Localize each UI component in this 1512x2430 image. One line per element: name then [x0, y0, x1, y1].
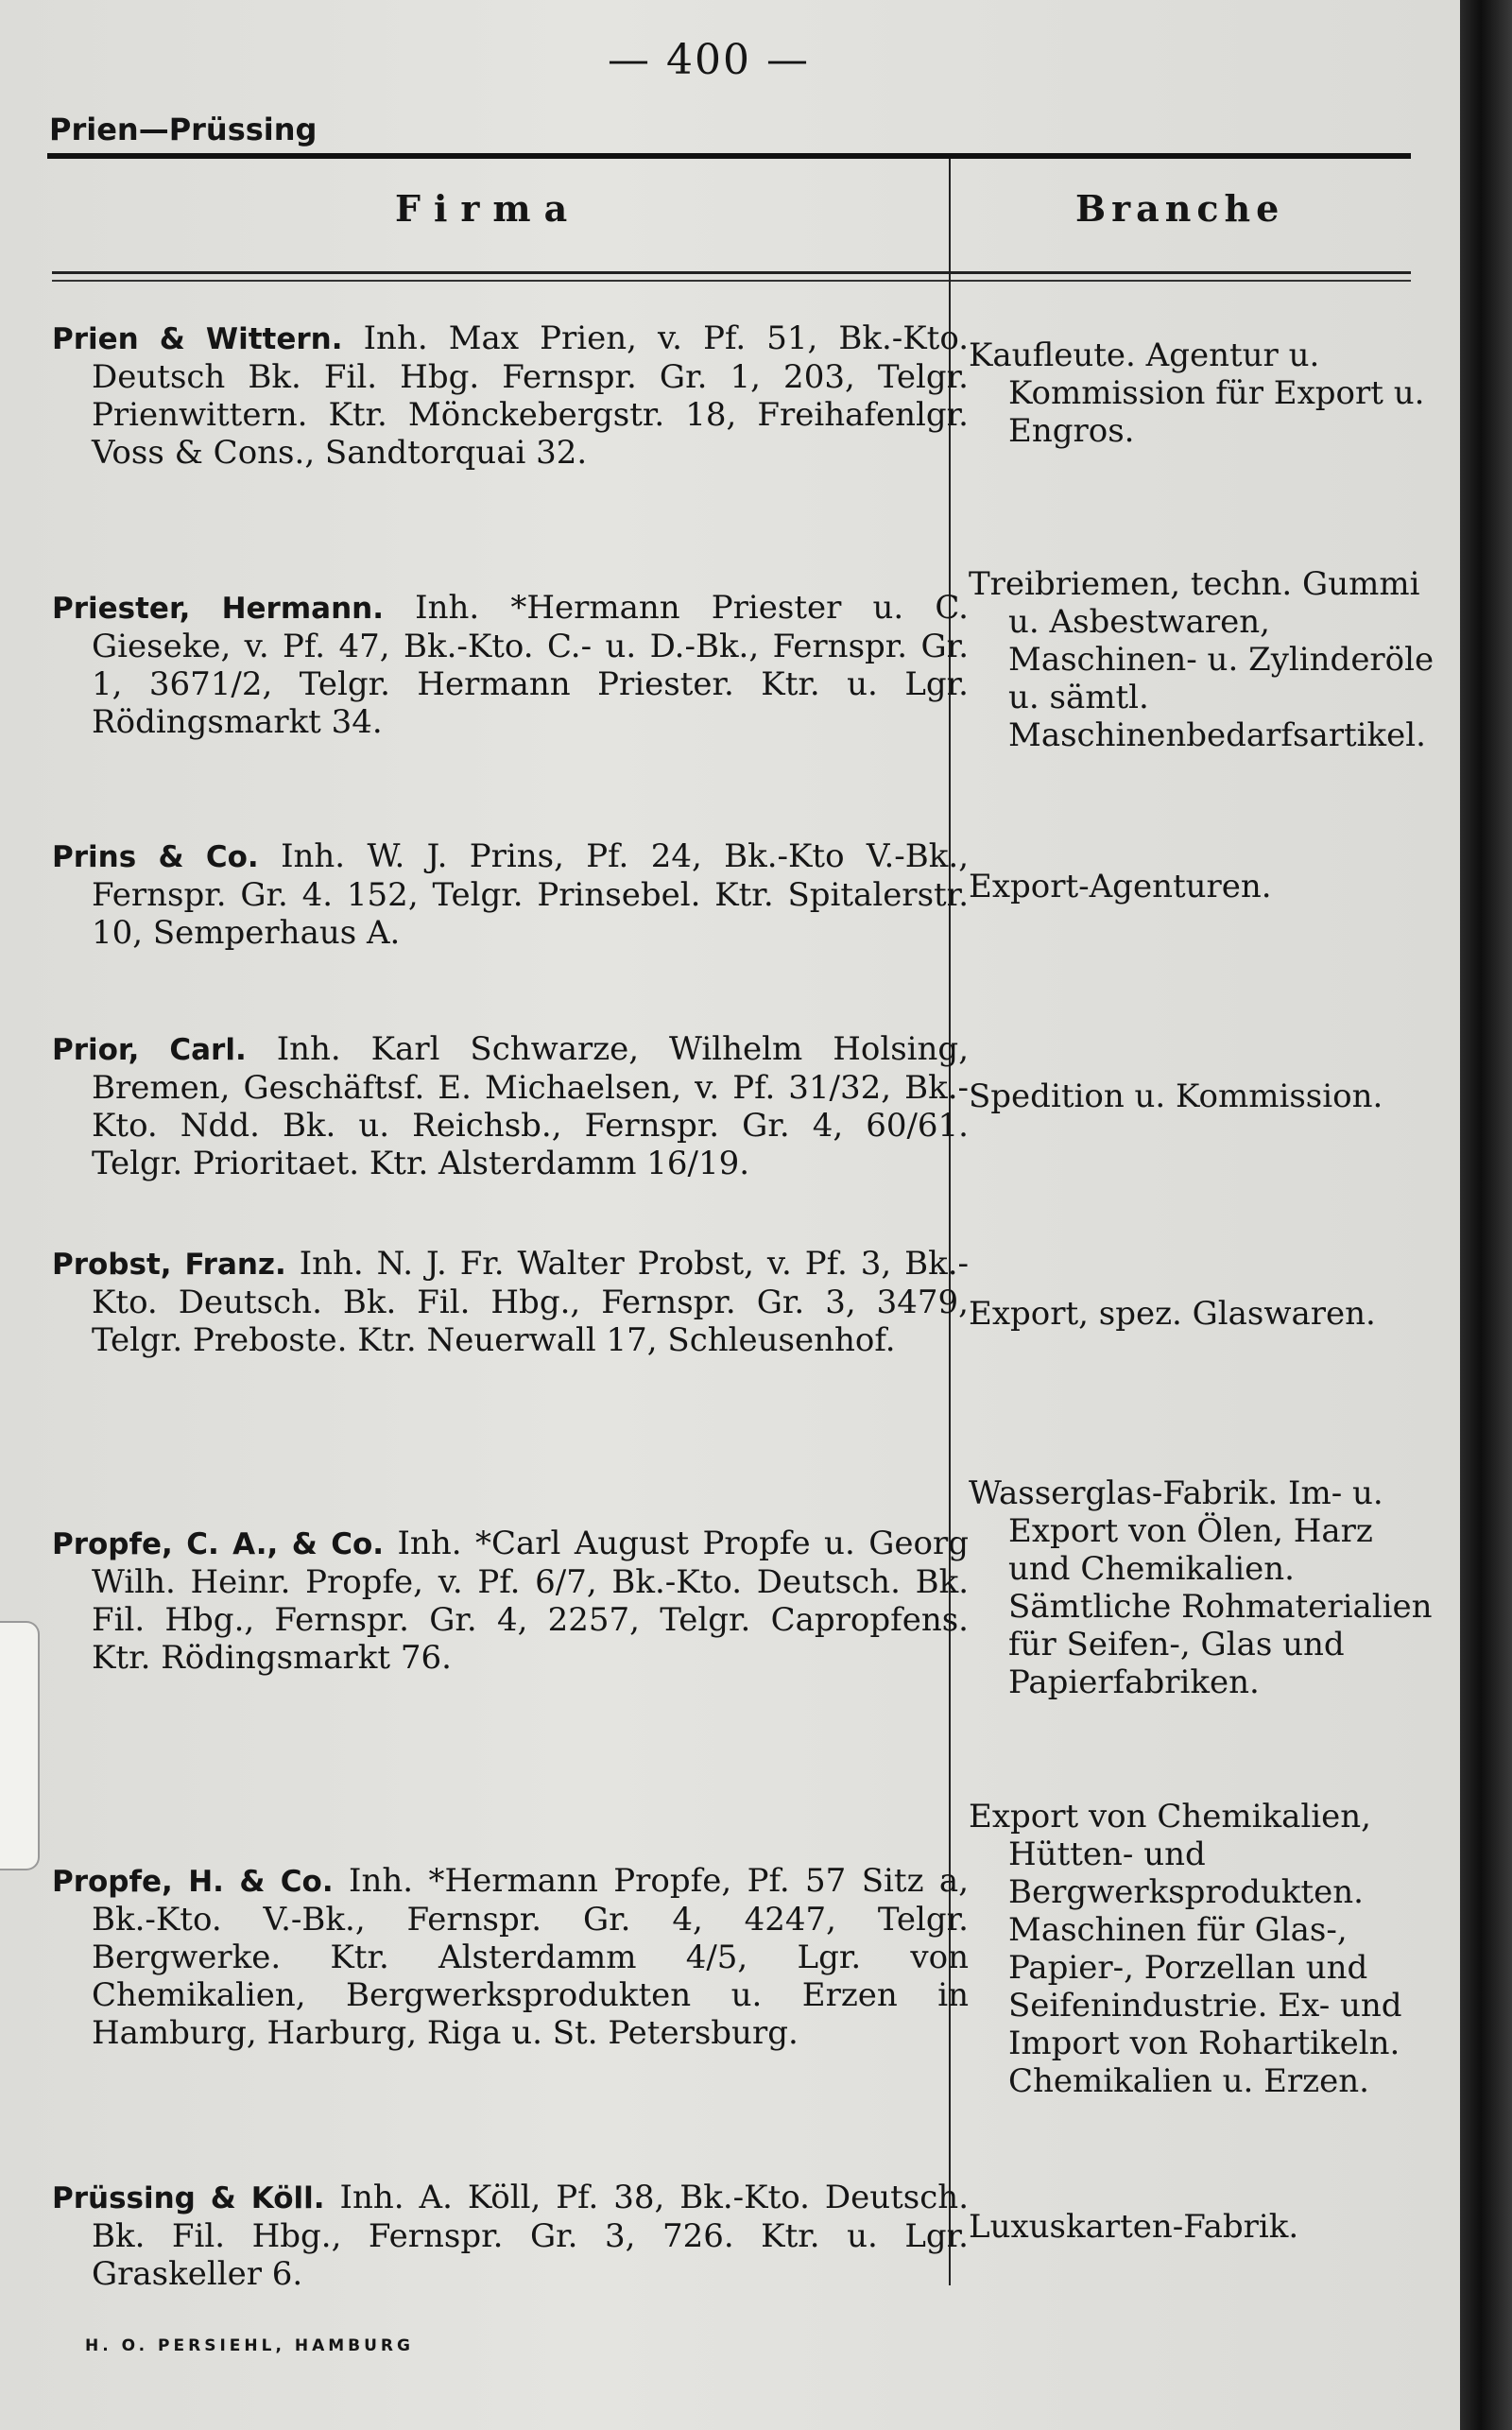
page-tab-marker — [0, 1621, 40, 1870]
firm-name: Prior, Carl. — [52, 1033, 247, 1067]
branch-text: Spedition u. Kommission. — [969, 1077, 1383, 1115]
firm-details: Inh. *Carl August Propfe u. Georg Wilh. Heinr. Propfe, v. Pf. 6/7, Bk.-Kto. Deutsch. Bk. Fil. Hbg., Fernspr. Gr. 4, 2257, Telgr. Capropfens. Ktr. Rödingsmarkt 76. — [92, 1525, 969, 1677]
firm-name: Prien & Wittern. — [52, 322, 343, 356]
firm-details: Inh. A. Köll, Pf. 38, Bk.-Kto. Deutsch. Bk. Fil. Hbg., Fernspr. Gr. 3, 726. Ktr. u. Lgr. Graskeller 6. — [92, 2179, 969, 2293]
branch-entry — [969, 565, 1441, 754]
branch-entry — [969, 1474, 1441, 1701]
branch-entry — [969, 336, 1441, 450]
header-rule-thin — [52, 280, 1411, 282]
directory-entry — [52, 319, 969, 472]
firm-name: Propfe, C. A., & Co. — [52, 1527, 385, 1561]
column-header-branch: Branche — [1075, 187, 1285, 230]
branch-text: Kaufleute. Agentur u. Kommission für Export u. Engros. — [969, 336, 1425, 450]
firm-name: Prüssing & Köll. — [52, 2181, 325, 2215]
running-head: Prien—Prüssing — [49, 112, 318, 147]
directory-entry — [52, 1245, 969, 1359]
directory-entry — [52, 1030, 969, 1182]
firm-details: Inh. W. J. Prins, Pf. 24, Bk.-Kto V.-Bk., Fernspr. Gr. 4. 152, Telgr. Prinsebel. Ktr. Spitalerstr. 10, Semperhaus A. — [92, 837, 969, 952]
directory-entry — [52, 1525, 969, 1677]
branch-entry — [969, 868, 1441, 905]
branch-entry — [969, 1295, 1441, 1333]
book-edge — [1460, 0, 1512, 2430]
branch-entry — [969, 2208, 1441, 2246]
firm-details: Inh. Karl Schwarze, Wilhelm Holsing, Bremen, Geschäftsf. E. Michaelsen, v. Pf. 31/32, Bk.-Kto. Ndd. Bk. u. Reichsb., Fernspr. Gr. 4, 60/61. Telgr. Prioritaet. Ktr. Alsterdamm 16/19. — [92, 1030, 970, 1182]
column-header-firm: Firma — [395, 187, 581, 230]
firm-details: Inh. N. J. Fr. Walter Probst, v. Pf. 3, Bk.-Kto. Deutsch. Bk. Fil. Hbg., Fernspr. Gr. 3, 3479, Telgr. Preboste. Ktr. Neuerwall 17, Schleusenhof. — [92, 1245, 970, 1359]
directory-entry — [52, 2179, 969, 2293]
directory-entry — [52, 1862, 969, 2052]
printer-imprint: H. O. PERSIEHL, HAMBURG — [85, 2336, 414, 2355]
firm-details: Inh. *Hermann Priester u. C. Gieseke, v. Pf. 47, Bk.-Kto. C.- u. D.-Bk., Fernspr. Gr. 1, 3671/2, Telgr. Hermann Priester. Ktr. u. Lgr. Rödingsmarkt 34. — [92, 589, 969, 741]
firm-details: Inh. *Hermann Propfe, Pf. 57 Sitz a, Bk.-Kto. V.-Bk., Fernspr. Gr. 4, 4247, Telgr. Bergwerke. Ktr. Alsterdamm 4/5, Lgr. von Chemikalien, Bergwerksprodukten u. Erzen in Hamburg, Harburg, Riga u. St. Petersburg. — [92, 1862, 969, 2052]
directory-entry — [52, 837, 969, 952]
firm-name: Prins & Co. — [52, 840, 259, 874]
firm-name: Probst, Franz. — [52, 1248, 286, 1282]
branch-entry — [969, 1077, 1441, 1115]
page-number: — 400 — — [608, 36, 810, 84]
top-rule — [47, 153, 1411, 159]
firm-name: Propfe, H. & Co. — [52, 1865, 334, 1899]
header-rule — [52, 271, 1411, 274]
branch-text: Export von Chemikalien, Hütten- und Bergwerksprodukten. Maschinen für Glas-, Papier-, Porzellan und Seifenindustrie. Ex- und Import von Rohartikeln. Chemikalien u. Erzen. — [969, 1798, 1402, 2100]
branch-text: Treibriemen, techn. Gummi u. Asbestwaren, Maschinen- u. Zylinderöle u. sämtl. Maschinenbedarfsartikel. — [969, 565, 1435, 754]
branch-text: Export-Agenturen. — [969, 868, 1272, 905]
branch-text: Wasserglas-Fabrik. Im- u. Export von Ölen, Harz und Chemikalien. Sämtliche Rohmaterialien für Seifen-, Glas und Papierfabriken. — [969, 1474, 1433, 1701]
directory-entry — [52, 589, 969, 741]
branch-text: Luxuskarten-Fabrik. — [969, 2208, 1299, 2246]
firm-name: Priester, Hermann. — [52, 592, 384, 626]
branch-entry — [969, 1798, 1441, 2100]
branch-text: Export, spez. Glaswaren. — [969, 1295, 1376, 1333]
firm-details: Inh. Max Prien, v. Pf. 51, Bk.-Kto. Deutsch Bk. Fil. Hbg. Fernspr. Gr. 1, 203, Telgr. Prienwittern. Ktr. Mönckebergstr. 18, Freihafenlgr. Voss & Cons., Sandtorquai 32. — [92, 319, 969, 472]
